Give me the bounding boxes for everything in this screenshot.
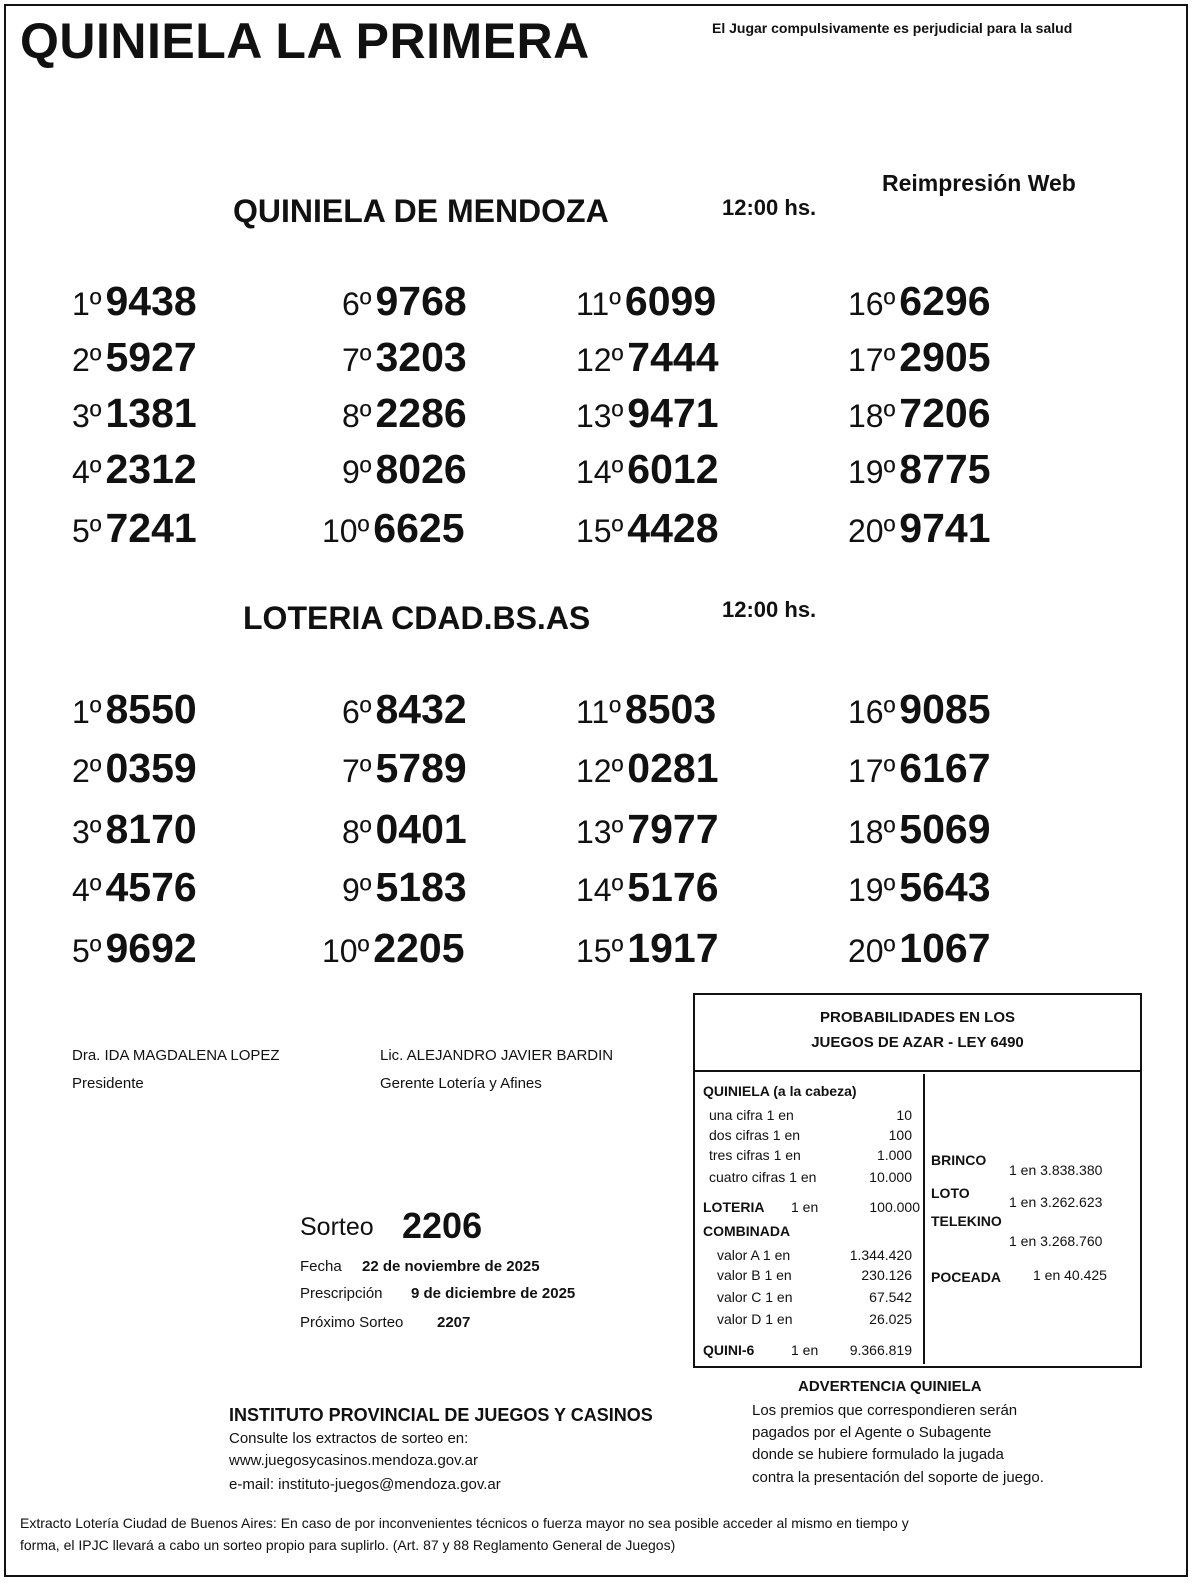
combinada-prob-value: 1.344.420 [849, 1247, 912, 1263]
result-entry [576, 390, 719, 437]
footer-line2: forma, el IPJC llevará a cabo un sorteo propio para suplirlo. (Art. 87 y 88 Reglamento General de Juegos) [20, 1537, 676, 1553]
result-position: 12º [576, 342, 624, 378]
result-number: 2286 [375, 390, 467, 436]
result-number: 5176 [627, 864, 719, 910]
result-position: 17º [848, 342, 896, 378]
quiniela-prob-value: 1.000 [876, 1147, 912, 1163]
result-number: 9692 [105, 925, 197, 971]
result-number: 5183 [375, 864, 467, 910]
result-entry [576, 806, 719, 853]
loteria-prob-value: 100.000 [869, 1199, 920, 1215]
signature-left-role: Presidente [72, 1075, 144, 1092]
result-position: 16º [848, 286, 896, 322]
brinco-prob-label: BRINCO [931, 1152, 987, 1168]
advertencia-line: contra la presentación del soporte de juego. [752, 1469, 1044, 1486]
result-entry [576, 505, 719, 552]
result-entry [342, 278, 467, 325]
result-number: 8550 [105, 686, 197, 732]
combinada-prob-value: 67.542 [869, 1289, 912, 1305]
result-entry [848, 686, 991, 733]
page-title: QUINIELA LA PRIMERA [20, 13, 590, 69]
result-number: 0401 [375, 806, 467, 852]
result-entry [576, 446, 719, 493]
result-entry [576, 864, 719, 911]
reprint-label: Reimpresión Web [882, 170, 1076, 196]
quini6-prob-label: QUINI-6 [703, 1342, 755, 1358]
result-position: 3º [72, 398, 102, 434]
result-entry [342, 334, 467, 381]
result-number: 1917 [627, 925, 719, 971]
advertencia-line: donde se hubiere formulado la jugada [752, 1446, 1004, 1463]
result-number: 7206 [899, 390, 991, 436]
result-position: 6º [342, 286, 372, 322]
health-warning: El Jugar compulsivamente es perjudicial para la salud [712, 20, 1073, 36]
result-position: 8º [342, 398, 372, 434]
quiniela-prob-label: dos cifras 1 en [709, 1127, 801, 1143]
result-position: 14º [576, 872, 624, 908]
result-position: 7º [342, 753, 372, 789]
result-entry [342, 745, 467, 792]
result-number: 6296 [899, 278, 991, 324]
result-number: 9085 [899, 686, 991, 732]
result-entry [848, 806, 991, 853]
result-position: 17º [848, 753, 896, 789]
institute-consult: Consulte los extractos de sorteo en: [229, 1430, 469, 1447]
result-entry [72, 505, 197, 552]
result-position: 2º [72, 342, 102, 378]
loto-prob-value: 1 en 3.262.623 [1009, 1194, 1103, 1210]
sorteo-number: 2206 [402, 1205, 483, 1246]
combinada-prob-label: valor D 1 en [717, 1311, 793, 1327]
loto-prob-label: LOTO [931, 1185, 970, 1201]
result-number: 7977 [627, 806, 719, 852]
result-number: 3203 [375, 334, 467, 380]
section-time-mendoza: 12:00 hs. [722, 195, 817, 220]
result-entry [72, 925, 197, 972]
combinada-prob-label: valor B 1 en [717, 1267, 792, 1283]
result-entry [848, 925, 991, 972]
result-position: 2º [72, 753, 102, 789]
result-number: 4428 [627, 505, 719, 551]
result-entry [72, 686, 197, 733]
combinada-prob-label: valor A 1 en [717, 1247, 791, 1263]
result-entry [848, 390, 991, 437]
result-position: 13º [576, 814, 624, 850]
result-position: 6º [342, 694, 372, 730]
result-number: 4576 [105, 864, 197, 910]
result-position: 4º [72, 872, 102, 908]
brinco-prob-value: 1 en 3.838.380 [1009, 1162, 1103, 1178]
result-position: 1º [72, 694, 102, 730]
result-entry [342, 806, 467, 853]
result-number: 0359 [105, 745, 197, 791]
result-position: 16º [848, 694, 896, 730]
section-title-loteria: LOTERIA CDAD.BS.AS [243, 600, 591, 636]
quini6-prob-value: 9.366.819 [849, 1342, 912, 1358]
combinada-prob-label: valor C 1 en [717, 1289, 793, 1305]
result-number: 8170 [105, 806, 197, 852]
fecha-label: Fecha [300, 1258, 342, 1275]
fecha-value: 22 de noviembre de 2025 [362, 1258, 540, 1275]
prescripcion-label: Prescripción [300, 1285, 383, 1302]
quiniela-prob-label: tres cifras 1 en [709, 1147, 801, 1163]
result-entry [848, 278, 991, 325]
result-position: 15º [576, 933, 624, 969]
result-position: 11º [576, 286, 621, 322]
advertencia-line: pagados por el Agente o Subagente [752, 1424, 992, 1441]
result-entry [576, 686, 716, 733]
result-position: 14º [576, 454, 624, 490]
result-number: 5069 [899, 806, 991, 852]
result-entry [848, 505, 991, 552]
signature-right-name: Lic. ALEJANDRO JAVIER BARDIN [380, 1047, 614, 1064]
result-position: 5º [72, 933, 102, 969]
poceada-prob-label: POCEADA [931, 1269, 1002, 1285]
result-number: 1067 [899, 925, 991, 971]
result-position: 12º [576, 753, 624, 789]
probabilities-divider [923, 1074, 925, 1364]
telekino-prob-label: TELEKINO [931, 1213, 1002, 1229]
signature-left-name: Dra. IDA MAGDALENA LOPEZ [72, 1047, 280, 1064]
result-entry [576, 925, 719, 972]
result-entry [848, 446, 991, 493]
result-position: 20º [848, 513, 896, 549]
institute-email: e-mail: instituto-juegos@mendoza.gov.ar [229, 1476, 501, 1493]
result-entry [322, 505, 465, 552]
result-entry [72, 745, 197, 792]
result-number: 6625 [373, 505, 465, 551]
quiniela-prob-value: 100 [888, 1127, 912, 1143]
result-entry [72, 390, 197, 437]
prescripcion-value: 9 de diciembre de 2025 [411, 1285, 576, 1302]
result-number: 9741 [899, 505, 991, 551]
footer-line1: Extracto Lotería Ciudad de Buenos Aires: En caso de por inconvenientes técnicos o fuerza mayor no sea posible acceder al mismo en tiempo y [20, 1515, 909, 1531]
probabilities-header-line1: PROBABILIDADES EN LOS [819, 1009, 1015, 1026]
result-entry [848, 745, 991, 792]
result-position: 18º [848, 398, 896, 434]
result-position: 7º [342, 342, 372, 378]
result-entry [848, 864, 991, 911]
loteria-prob-en: 1 en [791, 1199, 819, 1215]
proximo-label: Próximo Sorteo [300, 1314, 404, 1331]
section-time-loteria: 12:00 hs. [722, 597, 817, 622]
result-number: 5789 [375, 745, 467, 791]
result-number: 9438 [105, 278, 197, 324]
result-entry [576, 745, 719, 792]
institute-name: INSTITUTO PROVINCIAL DE JUEGOS Y CASINOS [229, 1405, 653, 1425]
section-title-mendoza: QUINIELA DE MENDOZA [233, 193, 609, 229]
result-number: 8026 [375, 446, 467, 492]
quiniela-prob-label: una cifra 1 en [709, 1107, 794, 1123]
result-number: 6012 [627, 446, 719, 492]
result-number: 7444 [627, 334, 719, 380]
result-number: 5927 [105, 334, 197, 380]
result-position: 4º [72, 454, 102, 490]
proximo-value: 2207 [437, 1314, 471, 1331]
sorteo-label: Sorteo [300, 1213, 374, 1241]
result-entry [342, 390, 467, 437]
quiniela-prob-value: 10.000 [869, 1169, 912, 1185]
result-number: 0281 [627, 745, 719, 791]
result-entry [72, 446, 197, 493]
combinada-prob-value: 230.126 [861, 1267, 912, 1283]
telekino-prob-value: 1 en 3.268.760 [1009, 1233, 1103, 1249]
result-position: 9º [342, 872, 372, 908]
poceada-prob-value: 1 en 40.425 [1033, 1267, 1107, 1283]
signature-right-role: Gerente Lotería y Afines [380, 1075, 542, 1092]
result-position: 19º [848, 454, 896, 490]
result-number: 5643 [899, 864, 991, 910]
result-entry [848, 334, 991, 381]
result-entry [342, 864, 467, 911]
advertencia-line: Los premios que correspondieren serán [752, 1402, 1018, 1419]
result-entry [72, 334, 197, 381]
advertencia-title: ADVERTENCIA QUINIELA [798, 1378, 982, 1395]
result-number: 6167 [899, 745, 991, 791]
result-position: 9º [342, 454, 372, 490]
result-position: 11º [576, 694, 621, 730]
institute-website: www.juegosycasinos.mendoza.gov.ar [229, 1452, 479, 1469]
result-position: 5º [72, 513, 102, 549]
result-number: 8432 [375, 686, 467, 732]
result-number: 7241 [105, 505, 197, 551]
result-number: 8503 [624, 686, 717, 732]
quini6-prob-en: 1 en [791, 1342, 819, 1358]
result-entry [576, 334, 719, 381]
result-position: 10º [322, 513, 370, 549]
result-entry [72, 806, 197, 853]
loteria-prob-label: LOTERIA [703, 1199, 765, 1215]
probabilities-box [693, 993, 1142, 1368]
combinada-prob-value: 26.025 [869, 1311, 912, 1327]
result-number: 2905 [899, 334, 991, 380]
result-entry [342, 686, 467, 733]
result-position: 1º [72, 286, 102, 322]
result-number: 1381 [105, 390, 197, 436]
result-position: 19º [848, 872, 896, 908]
quiniela-prob-label: cuatro cifras 1 en [709, 1169, 817, 1185]
result-position: 10º [322, 933, 370, 969]
result-number: 9768 [375, 278, 467, 324]
probabilities-header [695, 995, 1140, 1072]
quiniela-prob-value: 10 [896, 1107, 912, 1123]
quiniela-prob-title: QUINIELA (a la cabeza) [703, 1083, 857, 1099]
result-entry [576, 278, 716, 325]
result-position: 15º [576, 513, 624, 549]
result-number: 6099 [624, 278, 717, 324]
result-entry [72, 278, 197, 325]
result-position: 18º [848, 814, 896, 850]
result-number: 2205 [373, 925, 465, 971]
result-entry [72, 864, 197, 911]
result-entry [342, 446, 467, 493]
result-position: 20º [848, 933, 896, 969]
result-position: 13º [576, 398, 624, 434]
combinada-prob-title: COMBINADA [703, 1223, 791, 1239]
result-position: 8º [342, 814, 372, 850]
probabilities-header-line2: JUEGOS DE AZAR - LEY 6490 [811, 1034, 1024, 1051]
result-entry [322, 925, 465, 972]
result-number: 9471 [627, 390, 719, 436]
result-position: 3º [72, 814, 102, 850]
result-number: 2312 [105, 446, 197, 492]
result-number: 8775 [899, 446, 991, 492]
